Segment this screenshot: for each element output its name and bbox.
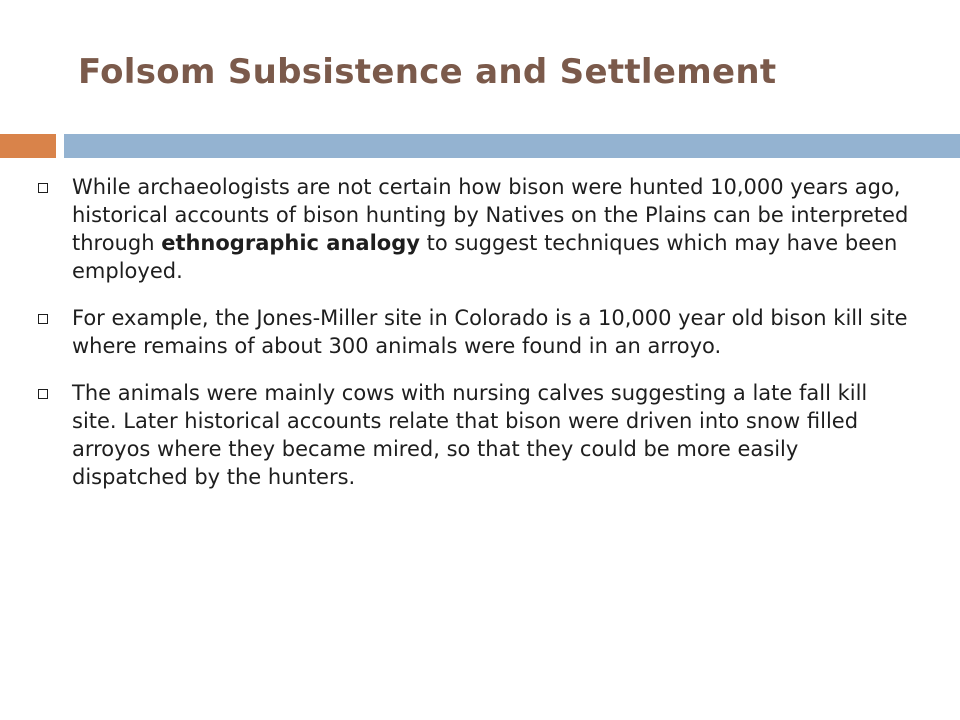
accent-bar-blue bbox=[64, 134, 960, 158]
bullet-list bbox=[36, 173, 916, 510]
square-bullet-icon bbox=[38, 183, 48, 193]
bullet-item-1 bbox=[36, 173, 916, 285]
ethnographic-analogy-term: ethnographic analogy bbox=[161, 231, 420, 255]
bullet-text-1-part-1: While archaeologists are not certain how bison were hunted 10,000 years ago, historical accounts of bison hunting by Natives on the Plains can be interpreted through bbox=[72, 175, 909, 255]
bullet-item-2 bbox=[36, 304, 916, 360]
bullet-text-1-part-2: to suggest techniques which may have been employed. bbox=[72, 231, 898, 283]
square-bullet-icon bbox=[38, 389, 48, 399]
bullet-text-3: The animals were mainly cows with nursing calves suggesting a late fall kill site. Later historical accounts relate that bison were driven into snow filled arroyos where they became mired, so that they could be more easily dispatched by the hunters. bbox=[72, 381, 868, 489]
accent-bar-orange bbox=[0, 134, 56, 158]
bullet-text-1 bbox=[72, 175, 908, 283]
square-bullet-icon bbox=[38, 314, 48, 324]
slide-title: Folsom Subsistence and Settlement bbox=[78, 52, 777, 92]
bullet-item-3 bbox=[36, 379, 916, 491]
bullet-text-2: For example, the Jones-Miller site in Colorado is a 10,000 year old bison kill site where remains of about 300 animals were found in an arroyo. bbox=[72, 306, 908, 358]
